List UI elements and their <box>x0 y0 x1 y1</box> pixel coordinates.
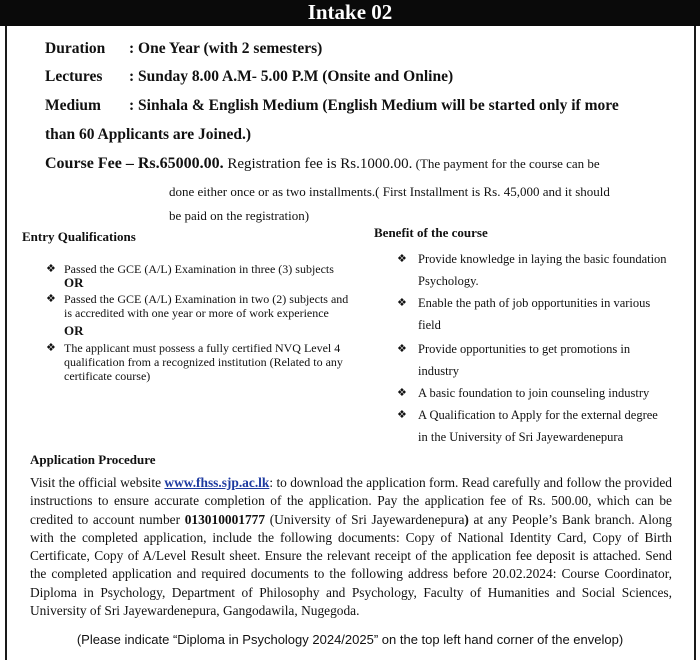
benefit-item-line: Enable the path of job opportunities in various <box>418 296 651 310</box>
diamond-bullet-icon: ❖ <box>397 409 407 421</box>
diamond-bullet-icon: ❖ <box>397 343 407 355</box>
envelope-note: (Please indicate “Diploma in Psychology 2024/2025” on the top left hand corner of the envelop) <box>76 632 624 647</box>
entry-item-line: The applicant must possess a fully certified NVQ Level 4 <box>64 341 341 355</box>
procedure-text-part: at any People’s Bank branch. Along with the completed application, include the following documents: Copy of National Identity Card, Copy of Birth Certificate, Copy of A/Level Result sheet. Ensure the relevant receipt of the application fee deposit is attached. Send the completed application and required documents to the following address before 20.02.2024: Course Coordinator, Diploma in Psychology, Department of Philosophy and Psychology, Faculty of Humanities and Social Sciences, University of Sri Jayewardenepura, Gangodawila, Nugegoda. <box>30 511 673 619</box>
detail-lectures <box>45 68 453 86</box>
entry-item <box>46 292 386 324</box>
procedure-text-bold-paren: ) <box>464 511 469 527</box>
detail-medium-continued: than 60 Applicants are Joined.) <box>45 126 251 143</box>
fee-note: (The payment for the course can be <box>412 156 600 171</box>
detail-medium <box>45 97 619 115</box>
detail-label: Lectures <box>45 68 103 85</box>
entry-item-line: certificate course) <box>64 369 151 383</box>
entry-qualifications-heading: Entry Qualifications <box>22 229 136 244</box>
account-number: 013010001777 <box>184 511 266 527</box>
entry-item-line: is accredited with one year or more of work experience <box>64 306 329 320</box>
benefit-item-line: A Qualification to Apply for the external degree <box>418 408 658 422</box>
entry-item-line: Passed the GCE (A/L) Examination in two (2) subjects and <box>64 292 349 306</box>
benefit-item-line: Provide knowledge in laying the basic foundation <box>418 252 667 266</box>
benefit-item <box>397 404 687 448</box>
benefit-item-line: industry <box>418 364 459 378</box>
benefit-item-line: in the University of Sri Jayewardenepura <box>418 430 624 444</box>
application-procedure-heading: Application Procedure <box>30 452 156 467</box>
or-separator: OR <box>64 275 84 290</box>
benefit-item <box>397 292 687 336</box>
detail-label: Medium <box>45 97 101 114</box>
benefit-item-line: A basic foundation to join counseling industry <box>418 386 650 400</box>
course-fee <box>45 155 600 173</box>
fee-note-line2: done either once or as two installments.( First Installment is Rs. 45,000 and it should <box>169 184 610 199</box>
course-fee-amount: Course Fee – Rs.65000.00. <box>45 155 224 172</box>
application-procedure-text <box>30 474 672 620</box>
diamond-bullet-icon: ❖ <box>397 387 407 399</box>
frame-right-border <box>694 26 696 660</box>
procedure-text-part: : to download the application form. Read carefully and follow the provided instructions to ensure accurate completion of the application. Pay the application fee of Rs. 500.00, which can be credited to account number <box>30 475 672 527</box>
entry-item-line: Passed the GCE (A/L) Examination in three (3) subjects <box>64 262 334 276</box>
diamond-bullet-icon: ❖ <box>46 342 56 354</box>
diamond-bullet-icon: ❖ <box>397 253 407 265</box>
frame-left-border <box>5 26 7 660</box>
benefit-item-line: Provide opportunities to get promotions in <box>418 342 631 356</box>
benefit-heading: Benefit of the course <box>374 225 488 240</box>
procedure-text-part: Visit the official website <box>30 475 165 490</box>
diamond-bullet-icon: ❖ <box>46 293 56 305</box>
or-separator: OR <box>64 323 84 338</box>
benefit-item <box>397 248 687 292</box>
entry-item-line: qualification from a recognized institution (Related to any <box>64 355 343 369</box>
detail-value: : Sunday 8.00 A.M- 5.00 P.M (Onsite and Online) <box>129 68 454 85</box>
website-link[interactable]: www.fhss.sjp.ac.lk <box>164 475 270 490</box>
intake-title: Intake 02 <box>0 0 700 26</box>
detail-label: Duration <box>45 40 106 57</box>
benefit-item-line: Psychology. <box>418 274 479 288</box>
benefit-item <box>397 338 687 382</box>
entry-item <box>46 341 386 387</box>
procedure-text-part: (University of Sri Jayewardenepura <box>265 511 465 527</box>
detail-value: : One Year (with 2 semesters) <box>129 40 323 57</box>
diamond-bullet-icon: ❖ <box>397 297 407 309</box>
detail-duration <box>45 40 322 58</box>
benefit-item <box>397 382 687 404</box>
entry-item <box>46 262 386 278</box>
registration-fee: Registration fee is Rs.1000.00. <box>223 156 413 172</box>
fee-note-line3: be paid on the registration) <box>169 208 310 223</box>
diamond-bullet-icon: ❖ <box>46 263 56 275</box>
detail-value: : Sinhala & English Medium (English Medium will be started only if more <box>129 97 619 114</box>
benefit-item-line: field <box>418 318 441 332</box>
